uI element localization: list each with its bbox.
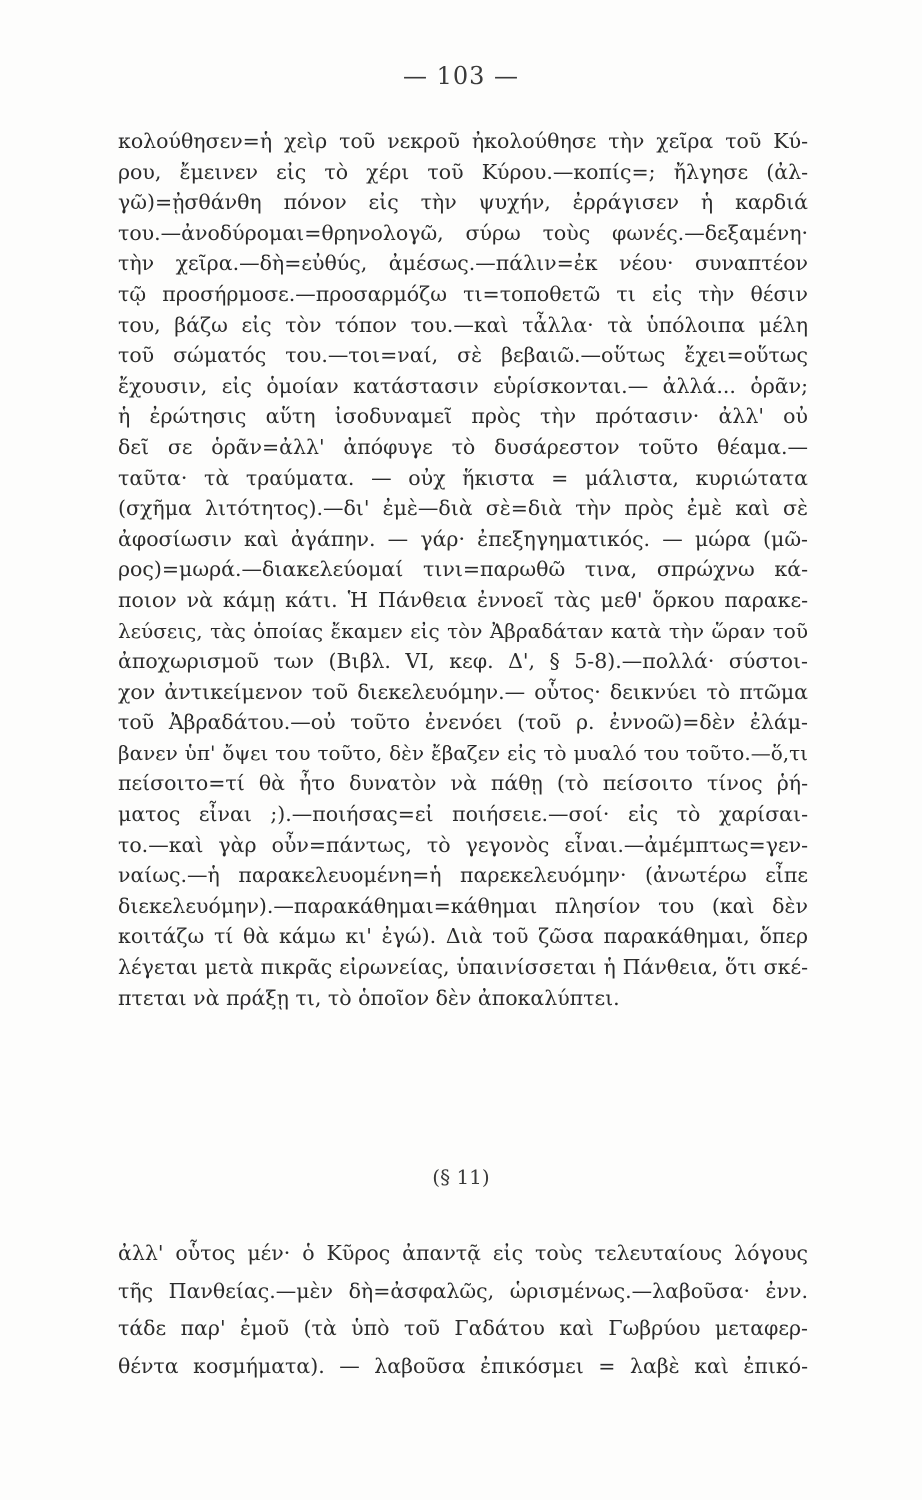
text-line: διεκελευόμην).—παρακάθημαι=κάθημαι πλησίον του (καὶ δὲν [118, 893, 808, 918]
text-line: ταῦτα· τὰ τραύματα. — οὐχ ἥκιστα = μάλιστα, κυριώτατα [118, 465, 808, 490]
commentary-paragraph-2 [118, 1235, 808, 1385]
text-line: ἀφοσίωσιν καὶ ἀγάπην. — γάρ· ἐπεξηγηματικός. — μώρα (μῶ- [118, 526, 808, 551]
text-line: το.—καὶ γὰρ οὖν=πάντως, τὸ γεγονὸς εἶναι.—ἀμέμπτως=γεν- [118, 832, 808, 857]
text-line: λεύσεις, τὰς ὁποίας ἔκαμεν εἰς τὸν Ἀβραδάταν κατὰ τὴν ὥραν τοῦ [118, 618, 808, 643]
text-line: τῷ προσήρμοσε.—προσαρμόζω τι=τοποθετῶ τι εἰς τὴν θέσιν [118, 281, 808, 306]
page-number: — 103 — [402, 62, 520, 90]
text-line: (σχῆμα λιτότητος).—δι' ἐμὲ—διὰ σὲ=διὰ τὴν πρὸς ἐμὲ καὶ σὲ [118, 496, 808, 521]
text-line: ρου, ἔμεινεν εἰς τὸ χέρι τοῦ Κύρου.—κοπίς=; ἤλγησε (ἀλ- [118, 159, 808, 184]
section-heading: (§ 11) [432, 1165, 490, 1189]
text-line: βανεν ὑπ' ὄψει του τοῦτο, δὲν ἔβαζεν εἰς τὸ μυαλό του τοῦτο.—ὅ,τι [118, 740, 808, 765]
text-line: τάδε παρ' ἐμοῦ (τὰ ὑπὸ τοῦ Γαδάτου καὶ Γωβρύου μεταφερ- [118, 1316, 808, 1340]
text-line: πείσοιτο=τί θὰ ἦτο δυνατὸν νὰ πάθῃ (τὸ πείσοιτο τίνος ῥή- [118, 771, 808, 796]
text-line: ναίως.—ἡ παρακελευομένη=ἡ παρεκελευόμην· (ἀνωτέρω εἶπε [118, 863, 808, 888]
text-line: ἀλλ' οὗτος μέν· ὁ Κῦρος ἀπαντᾷ εἰς τοὺς τελευταίους λόγους [118, 1241, 808, 1265]
text-line: γῶ)=ᾐσθάνθη πόνον εἰς τὴν ψυχήν, ἐρράγισεν ἡ καρδιά [118, 190, 808, 215]
text-line: του, βάζω εἰς τὸν τόπον του.—καὶ τἆλλα· τὰ ὑπόλοιπα μέλη [118, 312, 808, 337]
text-line: ἔχουσιν, εἰς ὁμοίαν κατάστασιν εὑρίσκονται.— ἀλλά... ὁρᾶν; [118, 373, 808, 398]
text-line: πτεται νὰ πράξῃ τι, τὸ ὁποῖον δὲν ἀποκαλύπτει. [118, 985, 620, 1010]
text-line: τὴν χεῖρα.—δὴ=εὐθύς, ἀμέσως.—πάλιν=ἐκ νέου· συναπτέον [118, 251, 808, 276]
text-line: κοιτάζω τί θὰ κάμω κι' ἐγώ). Διὰ τοῦ ζῶσα παρακάθημαι, ὅπερ [118, 924, 808, 949]
text-line: κολούθησεν=ἡ χεὶρ τοῦ νεκροῦ ἠκολούθησε τὴν χεῖρα τοῦ Κύ- [118, 129, 808, 153]
text-line: ρος)=μωρά.—διακελεύομαί τινι=παρωθῶ τινα, σπρώχνω κά- [118, 557, 808, 582]
text-line: τοῦ Ἀβραδάτου.—οὐ τοῦτο ἐνενόει (τοῦ ρ. ἐννοῶ)=δὲν ἐλάμ- [118, 710, 808, 735]
text-line: δεῖ σε ὁρᾶν=ἀλλ' ἀπόφυγε τὸ δυσάρεστον τοῦτο θέαμα.— [118, 434, 808, 459]
text-line: τοῦ σώματός του.—τοι=ναί, σὲ βεβαιῶ.—οὕτως ἔχει=οὕτως [118, 343, 808, 368]
text-line: θέντα κοσμήματα). — λαβοῦσα ἐπικόσμει = λαβὲ καὶ ἐπικό- [118, 1353, 808, 1378]
commentary-paragraph-1 [118, 126, 808, 1013]
text-line: ἡ ἐρώτησις αὕτη ἰσοδυναμεῖ πρὸς τὴν πρότασιν· ἀλλ' οὐ [118, 404, 808, 429]
text-line: ἀποχωρισμοῦ των (Βιβλ. VI, κεφ. Δ', § 5-8).—πολλά· σύστοι- [118, 649, 808, 674]
text-line: ποιον νὰ κάμῃ κάτι. Ἡ Πάνθεια ἐννοεῖ τὰς μεθ' ὅρκου παρακε- [118, 587, 808, 612]
text-line: χον ἀντικείμενον τοῦ διεκελευόμην.— οὗτος· δεικνύει τὸ πτῶμα [118, 679, 808, 704]
text-line: ματος εἶναι ;).—ποιήσας=εἰ ποιήσειε.—σοί· εἰς τὸ χαρίσαι- [118, 802, 808, 827]
text-line: τῆς Πανθείας.—μὲν δὴ=ἀσφαλῶς, ὡρισμένως.—λαβοῦσα· ἐνν. [118, 1278, 808, 1303]
text-line: του.—ἀνοδύρομαι=θρηνολογῶ, σύρω τοὺς φωνές.—δεξαμένη· [118, 220, 808, 245]
text-line: λέγεται μετὰ πικρᾶς εἰρωνείας, ὑπαινίσσεται ἡ Πάνθεια, ὅτι σκέ- [118, 955, 808, 980]
